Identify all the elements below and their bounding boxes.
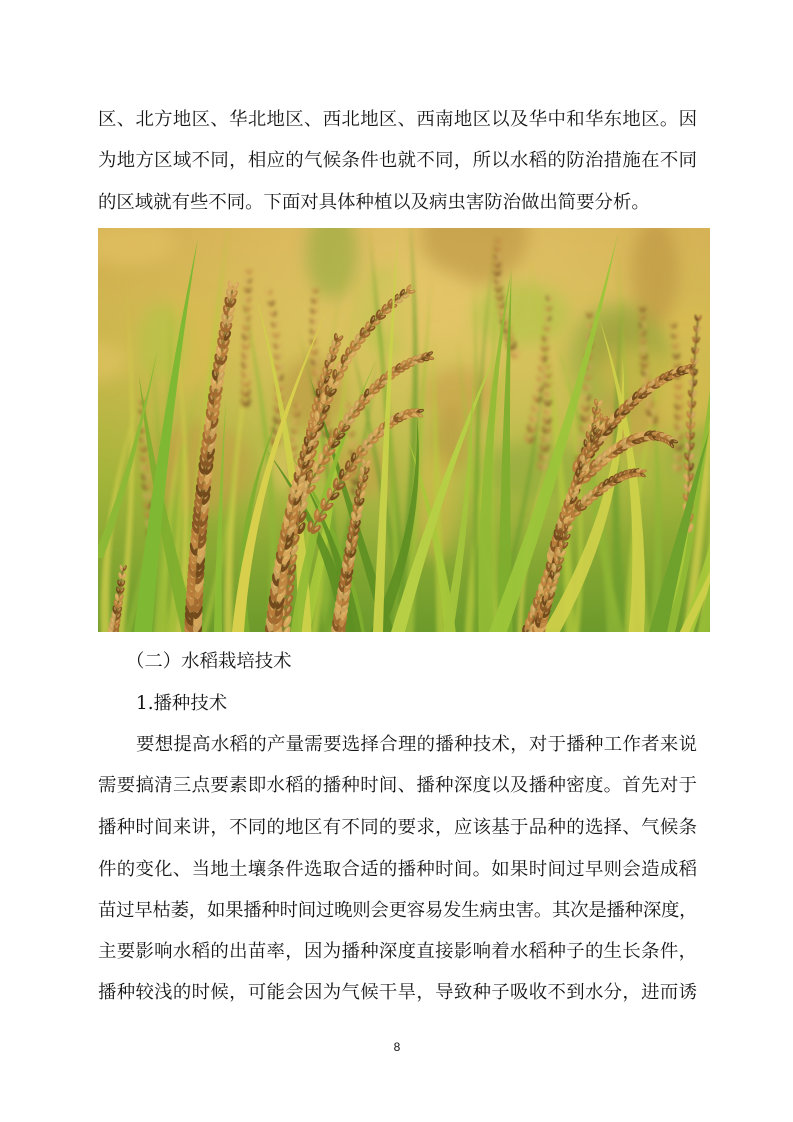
body-text-line: 要想提高水稻的产量需要选择合理的播种技术，对于播种工作者来说 [136, 734, 697, 755]
page-number: 8 [393, 1040, 401, 1054]
body-text-line: 播种较浅的时候，可能会因为气候干旱，导致种子吸收不到水分，进而诱 [98, 982, 697, 1003]
body-text-line: 为地方区域不同，相应的气候条件也就不同，所以水稻的防治措施在不同 [98, 150, 697, 171]
body-text-line: 的区域就有些不同。下面对具体种植以及病虫害防治做出简要分析。 [98, 192, 650, 213]
body-text-line: 需要搞清三点要素即水稻的播种时间、播种深度以及播种密度。首先对于 [98, 775, 697, 796]
rice-field-photo [98, 228, 710, 632]
rice-field-image [98, 228, 710, 632]
body-text-line: 主要影响水稻的出苗率，因为播种深度直接影响着水稻种子的生长条件， [98, 941, 697, 962]
body-text-line: 苗过早枯萎，如果播种时间过晚则会更容易发生病虫害。其次是播种深度， [98, 900, 697, 921]
body-text-line: 区、北方地区、华北地区、西北地区、西南地区以及华中和华东地区。因 [98, 109, 697, 130]
body-text-line: 播种时间来讲，不同的地区有不同的要求，应该基于品种的选择、气候条 [98, 817, 697, 838]
section-heading: （二）水稻栽培技术 [126, 651, 292, 672]
body-text-line: 件的变化、当地土壤条件选取合适的播种时间。如果时间过早则会造成稻 [98, 859, 697, 880]
subsection-heading: 1.播种技术 [136, 693, 228, 714]
